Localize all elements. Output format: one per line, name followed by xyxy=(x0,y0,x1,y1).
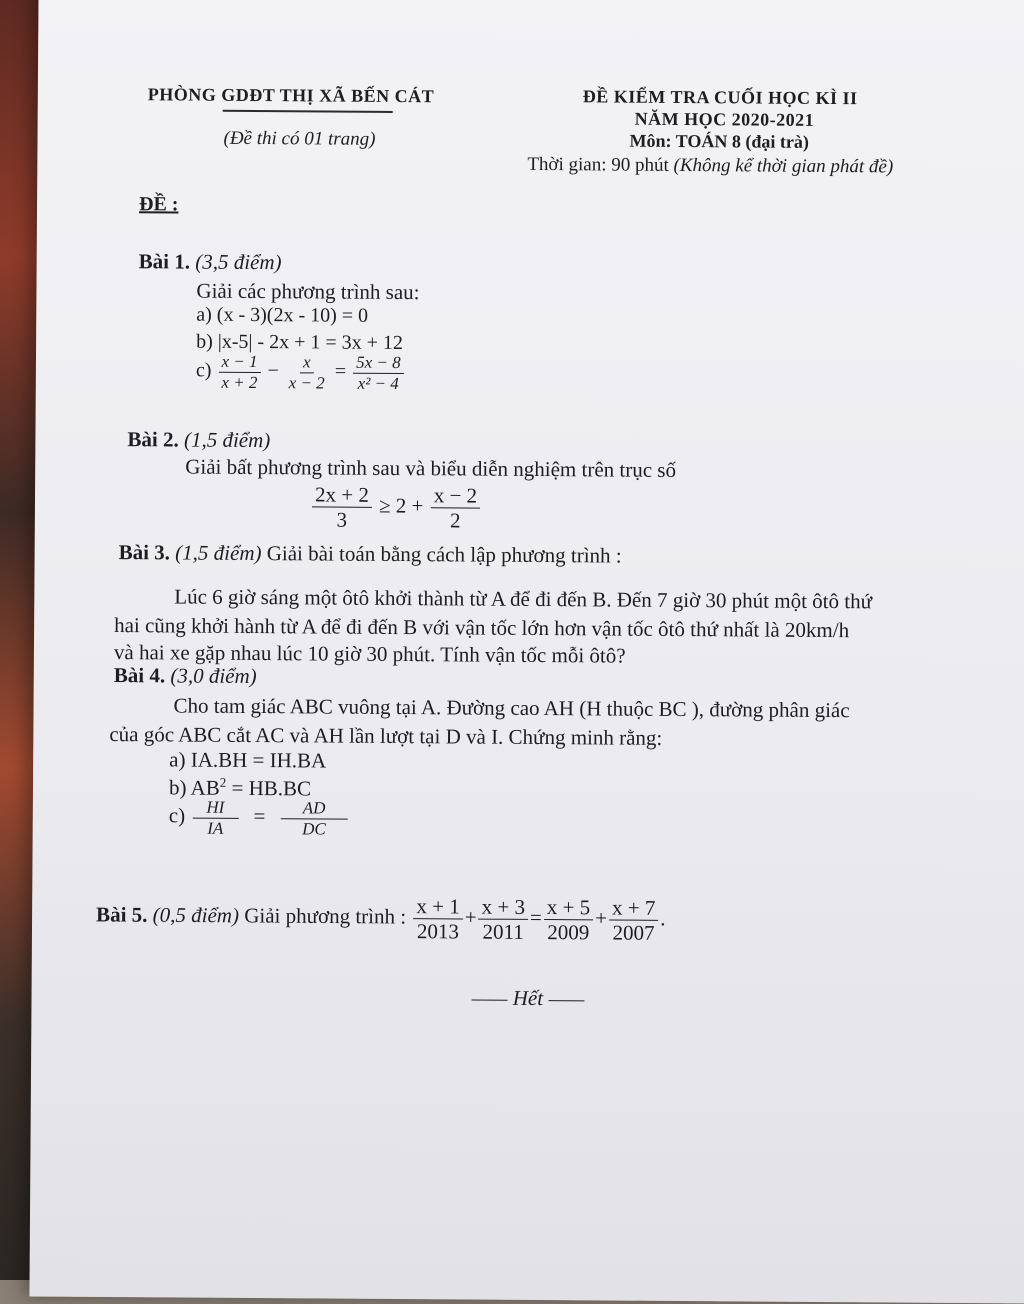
fraction-denominator: 2 xyxy=(449,508,461,533)
fraction-denominator: 2007 xyxy=(612,920,655,945)
bai4-b-lhs: AB xyxy=(190,775,220,800)
bai1-heading xyxy=(139,249,282,275)
fraction-numerator: x − 1 xyxy=(218,352,260,373)
fraction-denominator: x² − 4 xyxy=(357,373,399,393)
bai1-a-equation: (x - 3)(2x - 10) = 0 xyxy=(216,303,369,327)
bai4-c-fraction-2 xyxy=(281,798,348,839)
time-limit-note: (Không kể thời gian phát đề) xyxy=(673,154,894,178)
bai5-fraction-1 xyxy=(413,894,463,944)
bai4-c-fraction-1 xyxy=(192,798,238,838)
fraction-denominator: 2011 xyxy=(482,919,524,945)
bai4-part-a xyxy=(169,747,326,773)
bai1-a-label: a) xyxy=(196,303,212,326)
bai4-points: (3,0 điểm) xyxy=(170,663,257,689)
bai5-points: (0,5 điểm) xyxy=(152,902,240,928)
bai1-part-c xyxy=(196,352,406,394)
bai5-plus-1: + xyxy=(464,904,477,930)
fraction-denominator: DC xyxy=(302,818,326,839)
bai3-title: Bài 3. xyxy=(118,540,171,565)
fraction-numerator: 2x + 2 xyxy=(312,482,372,508)
fraction-numerator: AD xyxy=(281,798,348,819)
bai2-operator: ≥ 2 + xyxy=(378,493,424,518)
bai1-c-fraction-3 xyxy=(353,353,404,393)
bai4-heading xyxy=(114,663,257,689)
de-label: ĐỀ : xyxy=(138,193,179,216)
bai4-line-1: Cho tam giác ABC vuông tại A. Đường cao AH (H thuộc BC ), đường phân giác xyxy=(173,693,850,723)
fraction-numerator: x + 1 xyxy=(413,894,463,919)
bai1-points: (3,5 điểm) xyxy=(195,249,282,275)
bai3-instruction: Giải bài toán bằng cách lập phương trình : xyxy=(266,541,622,568)
bai3-points: (1,5 điểm) xyxy=(175,540,262,566)
bai3-line-1: Lúc 6 giờ sáng một ôtô khởi thành từ A để đi đến B. Đến 7 giờ 30 phút một ôtô thứ xyxy=(174,584,873,614)
bai1-b-equation: |x-5| - 2x + 1 = 3x + 12 xyxy=(217,330,404,355)
end-marker xyxy=(471,986,584,1012)
bai5-fraction-4 xyxy=(609,895,659,945)
fraction-denominator: IA xyxy=(207,818,224,838)
bai4-a-label: a) xyxy=(169,747,186,772)
fraction-numerator: x + 3 xyxy=(479,895,529,920)
bai5-plus-2: + xyxy=(595,905,608,930)
school-office: PHÒNG GDĐT THỊ XÃ BẾN CÁT xyxy=(147,84,435,107)
time-limit-text: Thời gian: 90 phút xyxy=(527,153,669,176)
fraction-numerator: x − 2 xyxy=(431,483,481,508)
exam-paper xyxy=(29,0,1024,1304)
bai3-line-2: hai cũng khởi hành từ A để đi đến B với vận tốc lớn hơn vận tốc ôtô thứ nhất là 20km/h xyxy=(114,613,850,643)
fraction-numerator: HI xyxy=(192,798,238,819)
fraction-denominator: 3 xyxy=(336,507,348,532)
bai2-title: Bài 2. xyxy=(127,427,179,452)
bai5-period: . xyxy=(660,906,666,931)
bai4-c-label: c) xyxy=(168,803,186,828)
bai2-inequality xyxy=(310,482,482,532)
bai4-a-equation: IA.BH = IH.BA xyxy=(190,747,327,773)
bai4-b-rhs: = HB.BC xyxy=(231,775,312,801)
bai5-equals: = xyxy=(529,905,542,930)
exam-title: ĐỀ KIỂM TRA CUỐI HỌC KÌ II xyxy=(582,86,858,109)
bai4-title: Bài 4. xyxy=(113,663,166,688)
fraction-denominator: 2009 xyxy=(547,920,590,945)
page-count-note: (Đề thi có 01 trang) xyxy=(223,127,376,150)
bai4-line-2: của góc ABC cắt AC và AH lần lượt tại D và I. Chứng minh rằng: xyxy=(109,722,663,750)
header-rule xyxy=(223,110,393,113)
bai5-instruction: Giải phương trình : xyxy=(244,903,407,929)
fraction-denominator: 2013 xyxy=(416,919,460,944)
bai1-c-fraction-2 xyxy=(286,352,328,392)
fraction-numerator: x xyxy=(300,352,314,373)
bai1-title: Bài 1. xyxy=(138,249,191,274)
fraction-numerator: 5x − 8 xyxy=(353,353,404,374)
bai4-c-equals: = xyxy=(253,803,266,828)
bai1-b-label: b) xyxy=(196,330,213,353)
bai4-b-label: b) xyxy=(168,775,187,800)
fraction-numerator: x + 7 xyxy=(609,895,659,920)
bai1-c-minus: − xyxy=(267,359,279,382)
bai5-title: Bài 5. xyxy=(96,902,148,927)
fraction-numerator: x + 5 xyxy=(544,895,594,920)
bai1-c-label: c) xyxy=(195,359,212,382)
end-dash-right xyxy=(548,1000,584,1001)
bai2-fraction-2 xyxy=(431,483,481,533)
end-dash-left xyxy=(472,999,508,1000)
school-year: NĂM HỌC 2020-2021 xyxy=(634,108,815,130)
bai2-heading xyxy=(127,427,270,453)
bai1-c-fraction-1 xyxy=(218,352,260,392)
bai3-line-3: và hai xe gặp nhau lúc 10 giờ 30 phút. Tính vận tốc mỗi ôtô? xyxy=(113,640,626,668)
bai5-block xyxy=(96,892,666,945)
bai5-fraction-2 xyxy=(478,895,528,945)
subject: Môn: TOÁN 8 (đại trà) xyxy=(629,130,809,152)
bai2-points: (1,5 điểm) xyxy=(183,427,271,453)
bai2-fraction-1 xyxy=(312,482,372,532)
bai4-b-exponent: 2 xyxy=(219,774,227,790)
bai3-heading xyxy=(119,540,622,569)
bai1-part-a xyxy=(196,304,368,328)
end-text: Hết xyxy=(512,985,544,1011)
fraction-denominator: x + 2 xyxy=(221,372,258,392)
bai1-c-equals: = xyxy=(334,360,347,383)
fraction-denominator: x − 2 xyxy=(288,372,325,393)
bai5-fraction-3 xyxy=(544,895,594,945)
bai4-part-c xyxy=(169,797,350,838)
time-limit xyxy=(527,154,893,179)
bai2-instruction: Giải bất phương trình sau và biểu diễn nghiệm trên trục số xyxy=(185,454,677,482)
bai1-instruction: Giải các phương trình sau: xyxy=(196,278,420,305)
